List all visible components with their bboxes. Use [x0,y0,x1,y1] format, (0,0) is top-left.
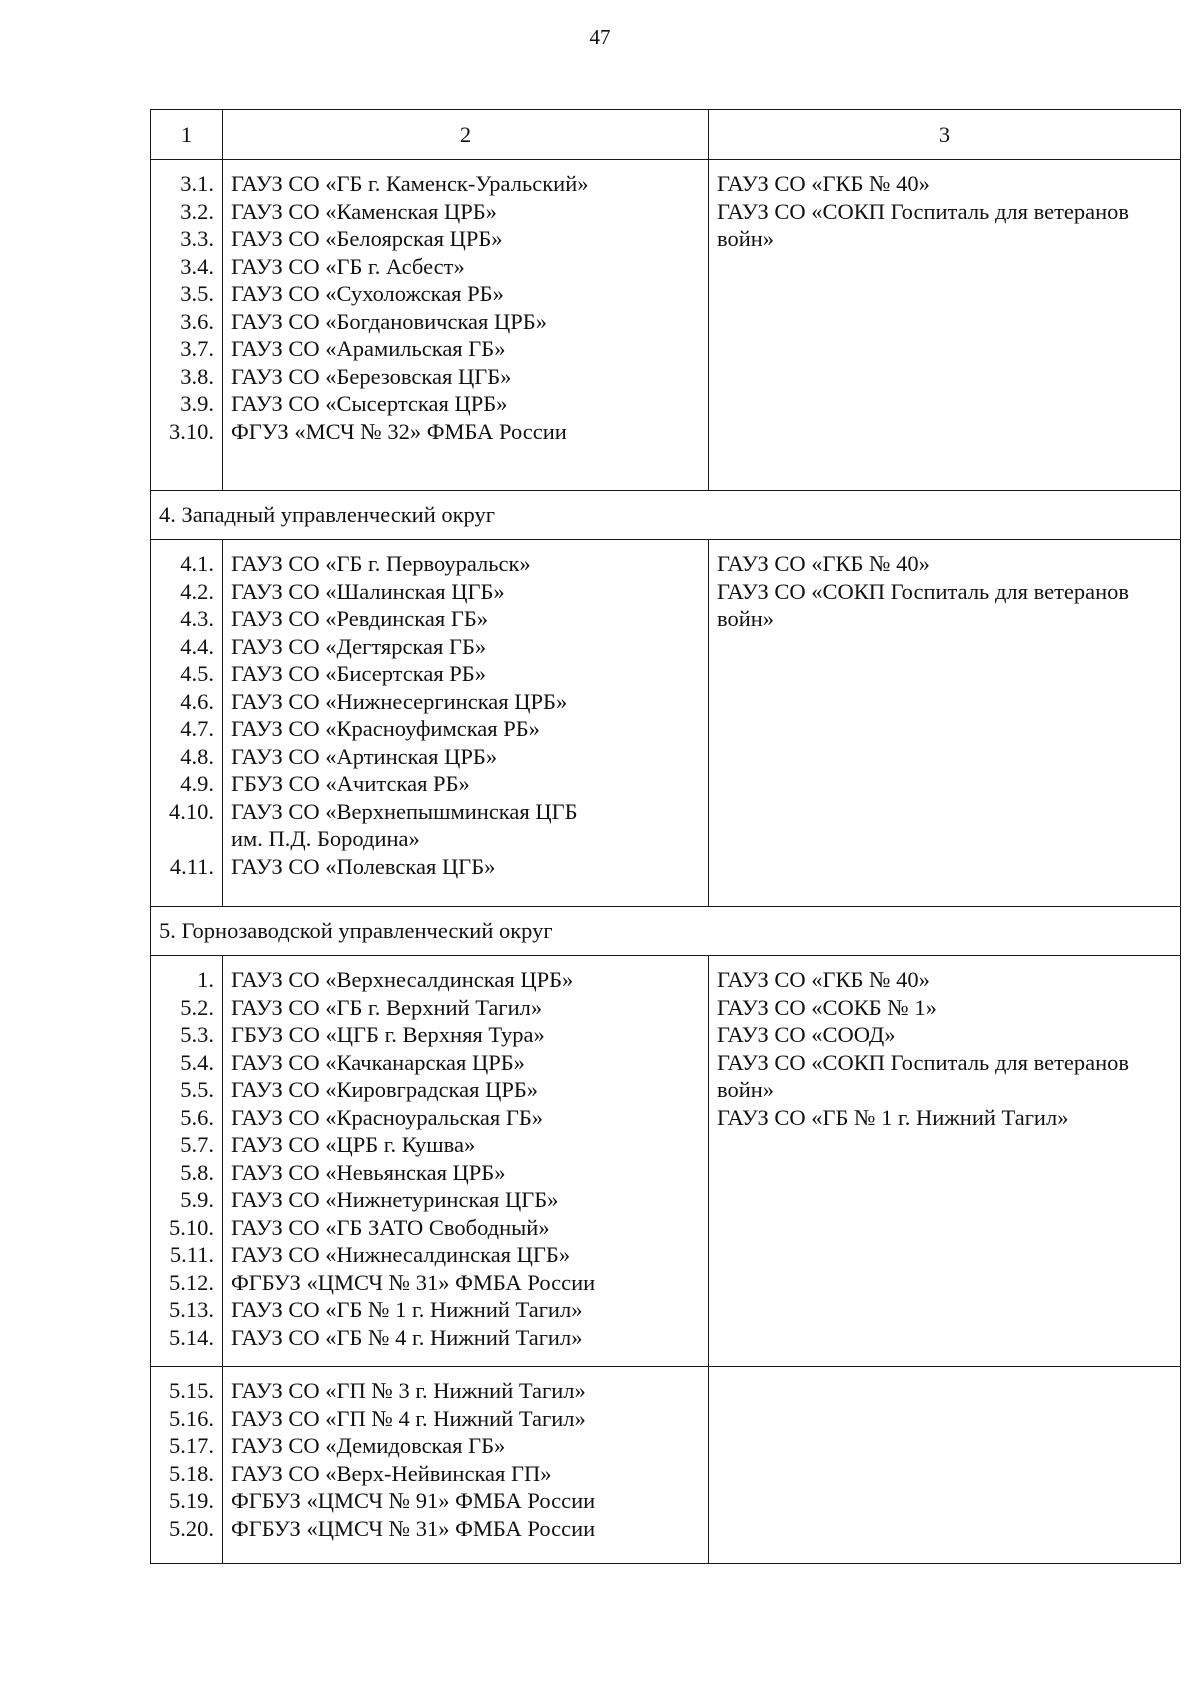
row-numbers-cell [151,1367,223,1564]
section-row [151,491,1181,540]
table-row [151,160,1181,491]
page-number: 47 [589,25,611,49]
institution-name: ГАУЗ СО «Арамильская ГБ» [231,336,506,361]
row-number: 5.20. [169,1515,214,1541]
row-number: 5.9. [180,1187,214,1212]
reference-institution: ГАУЗ СО «СОКБ № 1» [717,994,937,1020]
row-number: 4.4. [180,633,214,659]
institutions-cell [223,540,709,907]
institution-name: ГАУЗ СО «Каменская ЦРБ» [231,198,497,224]
row-number: 3.3. [180,226,214,251]
institution-name: ГАУЗ СО «Богдановичская ЦРБ» [231,308,547,334]
row-number: 3.2. [180,198,214,224]
reference-institution: ГАУЗ СО «СООД» [717,1022,896,1047]
column-header-1: 1 [151,110,223,160]
row-number: 3.7. [180,336,214,361]
institution-name: ГАУЗ СО «Сысертская ЦРБ» [231,391,508,416]
section-title: 4. Западный управленческий округ [151,491,1181,540]
row-number: 5.16. [169,1405,214,1431]
institution-name: ГАУЗ СО «ГП № 3 г. Нижний Тагил» [231,1378,586,1403]
institution-name: ГАУЗ СО «Качканарская ЦРБ» [231,1049,525,1075]
institution-name: ГАУЗ СО «ГБ ЗАТО Свободный» [231,1214,550,1240]
institution-name: ГАУЗ СО «Полевская ЦГБ» [231,853,496,879]
institution-name: ГАУЗ СО «Белоярская ЦРБ» [231,226,503,251]
row-number: 3.6. [180,308,214,334]
table-header-row [151,110,1181,160]
references-cell [709,1367,1181,1564]
row-number: 3.10. [169,418,214,444]
column-header-3: 3 [709,110,1181,160]
row-number: 5.6. [180,1104,214,1130]
reference-institution: ГАУЗ СО «СОКП Госпиталь для ветеранов войн» [717,1049,1130,1102]
reference-institution: ГАУЗ СО «ГБ № 1 г. Нижний Тагил» [717,1104,1069,1130]
institution-name: ГАУЗ СО «Красноуральская ГБ» [231,1104,544,1130]
reference-institution: ГАУЗ СО «ГКБ № 40» [717,967,930,992]
row-number [151,825,214,853]
institution-name: ГАУЗ СО «ГБ г. Каменск-Уральский» [231,171,589,196]
institution-name: ГАУЗ СО «Верхнепышминская ЦГБ [231,798,578,824]
references-cell [709,160,1181,491]
row-number: 5.3. [180,1022,214,1047]
institutions-table [150,109,1181,1564]
institutions-cell [223,956,709,1367]
institution-name: ГАУЗ СО «Березовская ЦГБ» [231,363,512,389]
row-number: 3.4. [180,253,214,279]
institution-name: ГАУЗ СО «ГБ г. Асбест» [231,253,465,279]
row-number: 5.8. [180,1159,214,1185]
references-cell [709,540,1181,907]
institution-name: ГАУЗ СО «Красноуфимская РБ» [231,716,540,741]
section-title: 5. Горнозаводской управленческий округ [151,907,1181,956]
institution-name: ГБУЗ СО «ЦГБ г. Верхняя Тура» [231,1022,545,1047]
row-number: 4.7. [180,716,214,741]
institution-name: ГАУЗ СО «Нижнесалдинская ЦГБ» [231,1242,571,1267]
row-numbers-cell [151,160,223,491]
references-cell [709,956,1181,1367]
row-number: 3.1. [180,171,214,196]
column-header-2: 2 [223,110,709,160]
institution-name: ГАУЗ СО «Артинская ЦРБ» [231,743,498,769]
institution-name: ГАУЗ СО «Нижнетуринская ЦГБ» [231,1187,559,1212]
institution-name: ГАУЗ СО «Нижнесергинская ЦРБ» [231,688,568,714]
row-number: 3.5. [180,281,214,306]
row-number: 4.11. [169,853,214,879]
row-number: 1. [197,967,214,992]
institution-name: ГАУЗ СО «Бисертская РБ» [231,661,486,686]
institution-name: ГАУЗ СО «Демидовская ГБ» [231,1433,506,1458]
row-number: 5.14. [169,1324,214,1350]
row-number: 5.11. [169,1242,214,1267]
institutions-cell [223,1367,709,1564]
institution-name: ГАУЗ СО «ГБ г. Верхний Тагил» [231,994,543,1020]
row-number: 4.1. [180,551,214,576]
institution-name: ФГУЗ «МСЧ № 32» ФМБА России [231,418,567,444]
institution-name: ГАУЗ СО «Кировградская ЦРБ» [231,1077,539,1102]
section-row [151,907,1181,956]
row-number: 3.9. [180,391,214,416]
row-number: 5.15. [169,1378,214,1403]
row-number: 5.7. [180,1132,214,1157]
row-number: 5.4. [180,1049,214,1075]
row-number: 5.2. [180,994,214,1020]
row-numbers-cell [151,540,223,907]
institutions-cell [223,160,709,491]
row-number: 5.19. [169,1488,214,1513]
row-number: 4.8. [180,743,214,769]
row-number: 4.6. [180,688,214,714]
reference-institution: ГАУЗ СО «СОКП Госпиталь для ветеранов войн» [717,578,1130,631]
institution-name: ГАУЗ СО «ГБ № 1 г. Нижний Тагил» [231,1297,583,1322]
row-number: 3.8. [180,363,214,389]
table-row [151,956,1181,1367]
table-row [151,540,1181,907]
institution-name: ГАУЗ СО «ГП № 4 г. Нижний Тагил» [231,1405,586,1431]
table-row [151,1367,1181,1564]
row-number: 5.5. [180,1077,214,1102]
row-number: 5.17. [169,1433,214,1458]
institution-name: ГБУЗ СО «Ачитская РБ» [231,771,470,796]
institution-name: ГАУЗ СО «Шалинская ЦГБ» [231,578,505,604]
row-numbers-cell [151,956,223,1367]
institution-name: им. П.Д. Бородина» [231,826,420,851]
institution-name: ГАУЗ СО «Верхнесалдинская ЦРБ» [231,967,574,992]
institution-name: ФГБУЗ «ЦМСЧ № 31» ФМБА России [231,1269,596,1295]
institution-name: ГАУЗ СО «Невьянская ЦРБ» [231,1159,506,1185]
row-number: 4.9. [180,771,214,796]
institution-name: ГАУЗ СО «Ревдинская ГБ» [231,606,489,631]
row-number: 5.10. [169,1214,214,1240]
institution-name: ГАУЗ СО «ГБ г. Первоуральск» [231,551,531,576]
institution-name: ГАУЗ СО «ЦРБ г. Кушва» [231,1132,476,1157]
row-number: 5.18. [169,1460,214,1486]
reference-institution: ГАУЗ СО «СОКП Госпиталь для ветеранов войн» [717,198,1130,251]
institution-name: ГАУЗ СО «Верх-Нейвинская ГП» [231,1460,552,1486]
row-number: 4.2. [180,578,214,604]
institution-name: ГАУЗ СО «Сухоложская РБ» [231,281,504,306]
institution-name: ФГБУЗ «ЦМСЧ № 31» ФМБА России [231,1515,596,1541]
row-number: 5.12. [169,1269,214,1295]
institution-name: ФГБУЗ «ЦМСЧ № 91» ФМБА России [231,1488,596,1513]
row-number: 4.3. [180,606,214,631]
row-number: 5.13. [169,1297,214,1322]
reference-institution: ГАУЗ СО «ГКБ № 40» [717,551,930,576]
reference-institution: ГАУЗ СО «ГКБ № 40» [717,171,930,196]
institution-name: ГАУЗ СО «Дегтярская ГБ» [231,633,487,659]
institution-name: ГАУЗ СО «ГБ № 4 г. Нижний Тагил» [231,1324,583,1350]
row-number: 4.10. [169,798,214,824]
row-number: 4.5. [180,661,214,686]
